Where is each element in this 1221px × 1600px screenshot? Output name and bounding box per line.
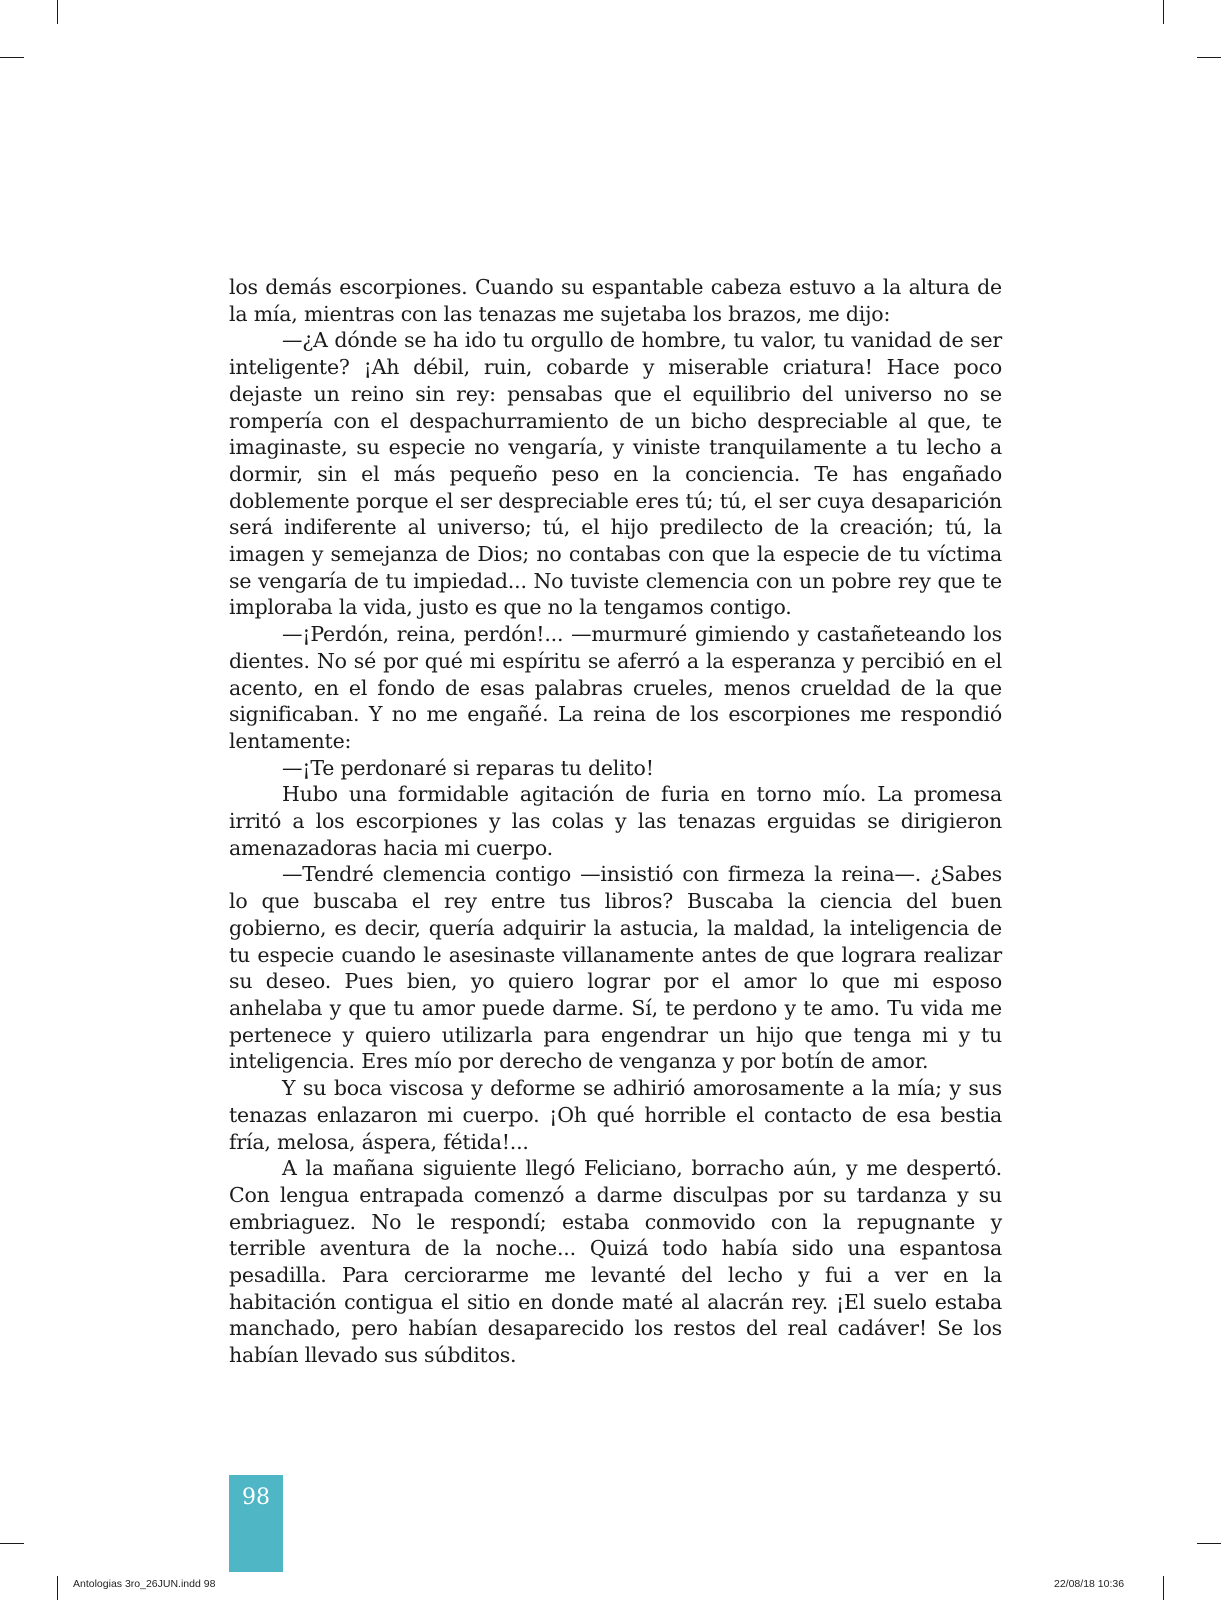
paragraph: —¡Te perdonaré si reparas tu delito! (282, 755, 654, 780)
paragraph: Hubo una formidable agitación de furia en torno mío. La promesa irritó a los escorpiones y las colas y las tenazas erguidas se dirigieron amenazadoras hacia mi cuerpo. (229, 782, 1002, 860)
crop-mark (57, 1576, 58, 1600)
crop-mark (0, 57, 24, 58)
paragraph: —¡Perdón, reina, perdón!... —murmuré gimiendo y castañeteando los dientes. No sé por qué mi espíritu se aferró a la esperanza y percibió en el acento, en el fondo de esas palabras crueles, menos crueldad de la que significaban. Y no me engañé. La reina de los escorpiones me respondió lentamente: (229, 622, 1002, 753)
crop-mark (1197, 1543, 1221, 1544)
crop-mark (1163, 1576, 1164, 1600)
paragraph: Y su boca viscosa y deforme se adhirió amorosamente a la mía; y sus tenazas enlazaron mi cuerpo. ¡Oh qué horrible el contacto de esa bestia fría, melosa, áspera, fétida!... (229, 1076, 1002, 1154)
footer-file-name: Antologias 3ro_26JUN.indd 98 (73, 1578, 216, 1590)
body-text (229, 274, 1002, 1369)
crop-mark (1197, 57, 1221, 58)
paragraph: —¿A dónde se ha ido tu orgullo de hombre, tu valor, tu vanidad de ser inteligente? ¡Ah débil, ruin, cobarde y miserable criatura! Hace poco dejaste un reino sin rey: pensabas que el equilibrio del universo no se rompería con el despachurramiento de un bicho despreciable al que, te imaginaste, su especie no vengaría, y viniste tranquilamente a tu lecho a dormir, sin el más pequeño peso en la conciencia. Te has engañado doblemente porque el ser despreciable eres tú; tú, el ser cuya desaparición será indiferente al universo; tú, el hijo predilecto de la creación; tú, la imagen y semejanza de Dios; no contabas con que la especie de tu víctima se vengaría de tu impiedad... No tuviste clemencia con un pobre rey que te imploraba la vida, justo es que no la tengamos contigo. (229, 328, 1002, 620)
crop-mark (1163, 0, 1164, 24)
footer-timestamp: 22/08/18 10:36 (1054, 1578, 1125, 1590)
page-number: 98 (242, 1485, 270, 1510)
crop-mark (0, 1543, 24, 1544)
page-number-tab (229, 1475, 283, 1572)
paragraph: los demás escorpiones. Cuando su espantable cabeza estuvo a la altura de la mía, mientras con las tenazas me sujetaba los brazos, me dijo: (229, 275, 1002, 326)
paragraph: A la mañana siguiente llegó Feliciano, borracho aún, y me despertó. Con lengua entrapada comenzó a darme disculpas por su tardanza y su embriaguez. No le respondí; estaba conmovido con la repugnante y terrible aventura de la noche... Quizá todo había sido una espantosa pesadilla. Para cerciorarme me levanté del lecho y fui a ver en la habitación contigua el sitio en donde maté al alacrán rey. ¡El suelo estaba manchado, pero habían desaparecido los restos del real cadáver! Se los habían llevado sus súbditos. (229, 1156, 1002, 1368)
crop-mark (57, 0, 58, 24)
paragraph: —Tendré clemencia contigo —insistió con firmeza la reina—. ¿Sabes lo que buscaba el rey entre tus libros? Buscaba la ciencia del buen gobierno, es decir, quería adquirir la astucia, la maldad, la inteligencia de tu especie cuando le asesinaste villanamente antes de que lograra realizar su deseo. Pues bien, yo quiero lograr por el amor lo que mi esposo anhelaba y que tu amor puede darme. Sí, te perdono y te amo. Tu vida me pertenece y quiero utilizarla para engendrar un hijo que tenga mi y tu inteligencia. Eres mío por derecho de venganza y por botín de amor. (229, 862, 1002, 1074)
